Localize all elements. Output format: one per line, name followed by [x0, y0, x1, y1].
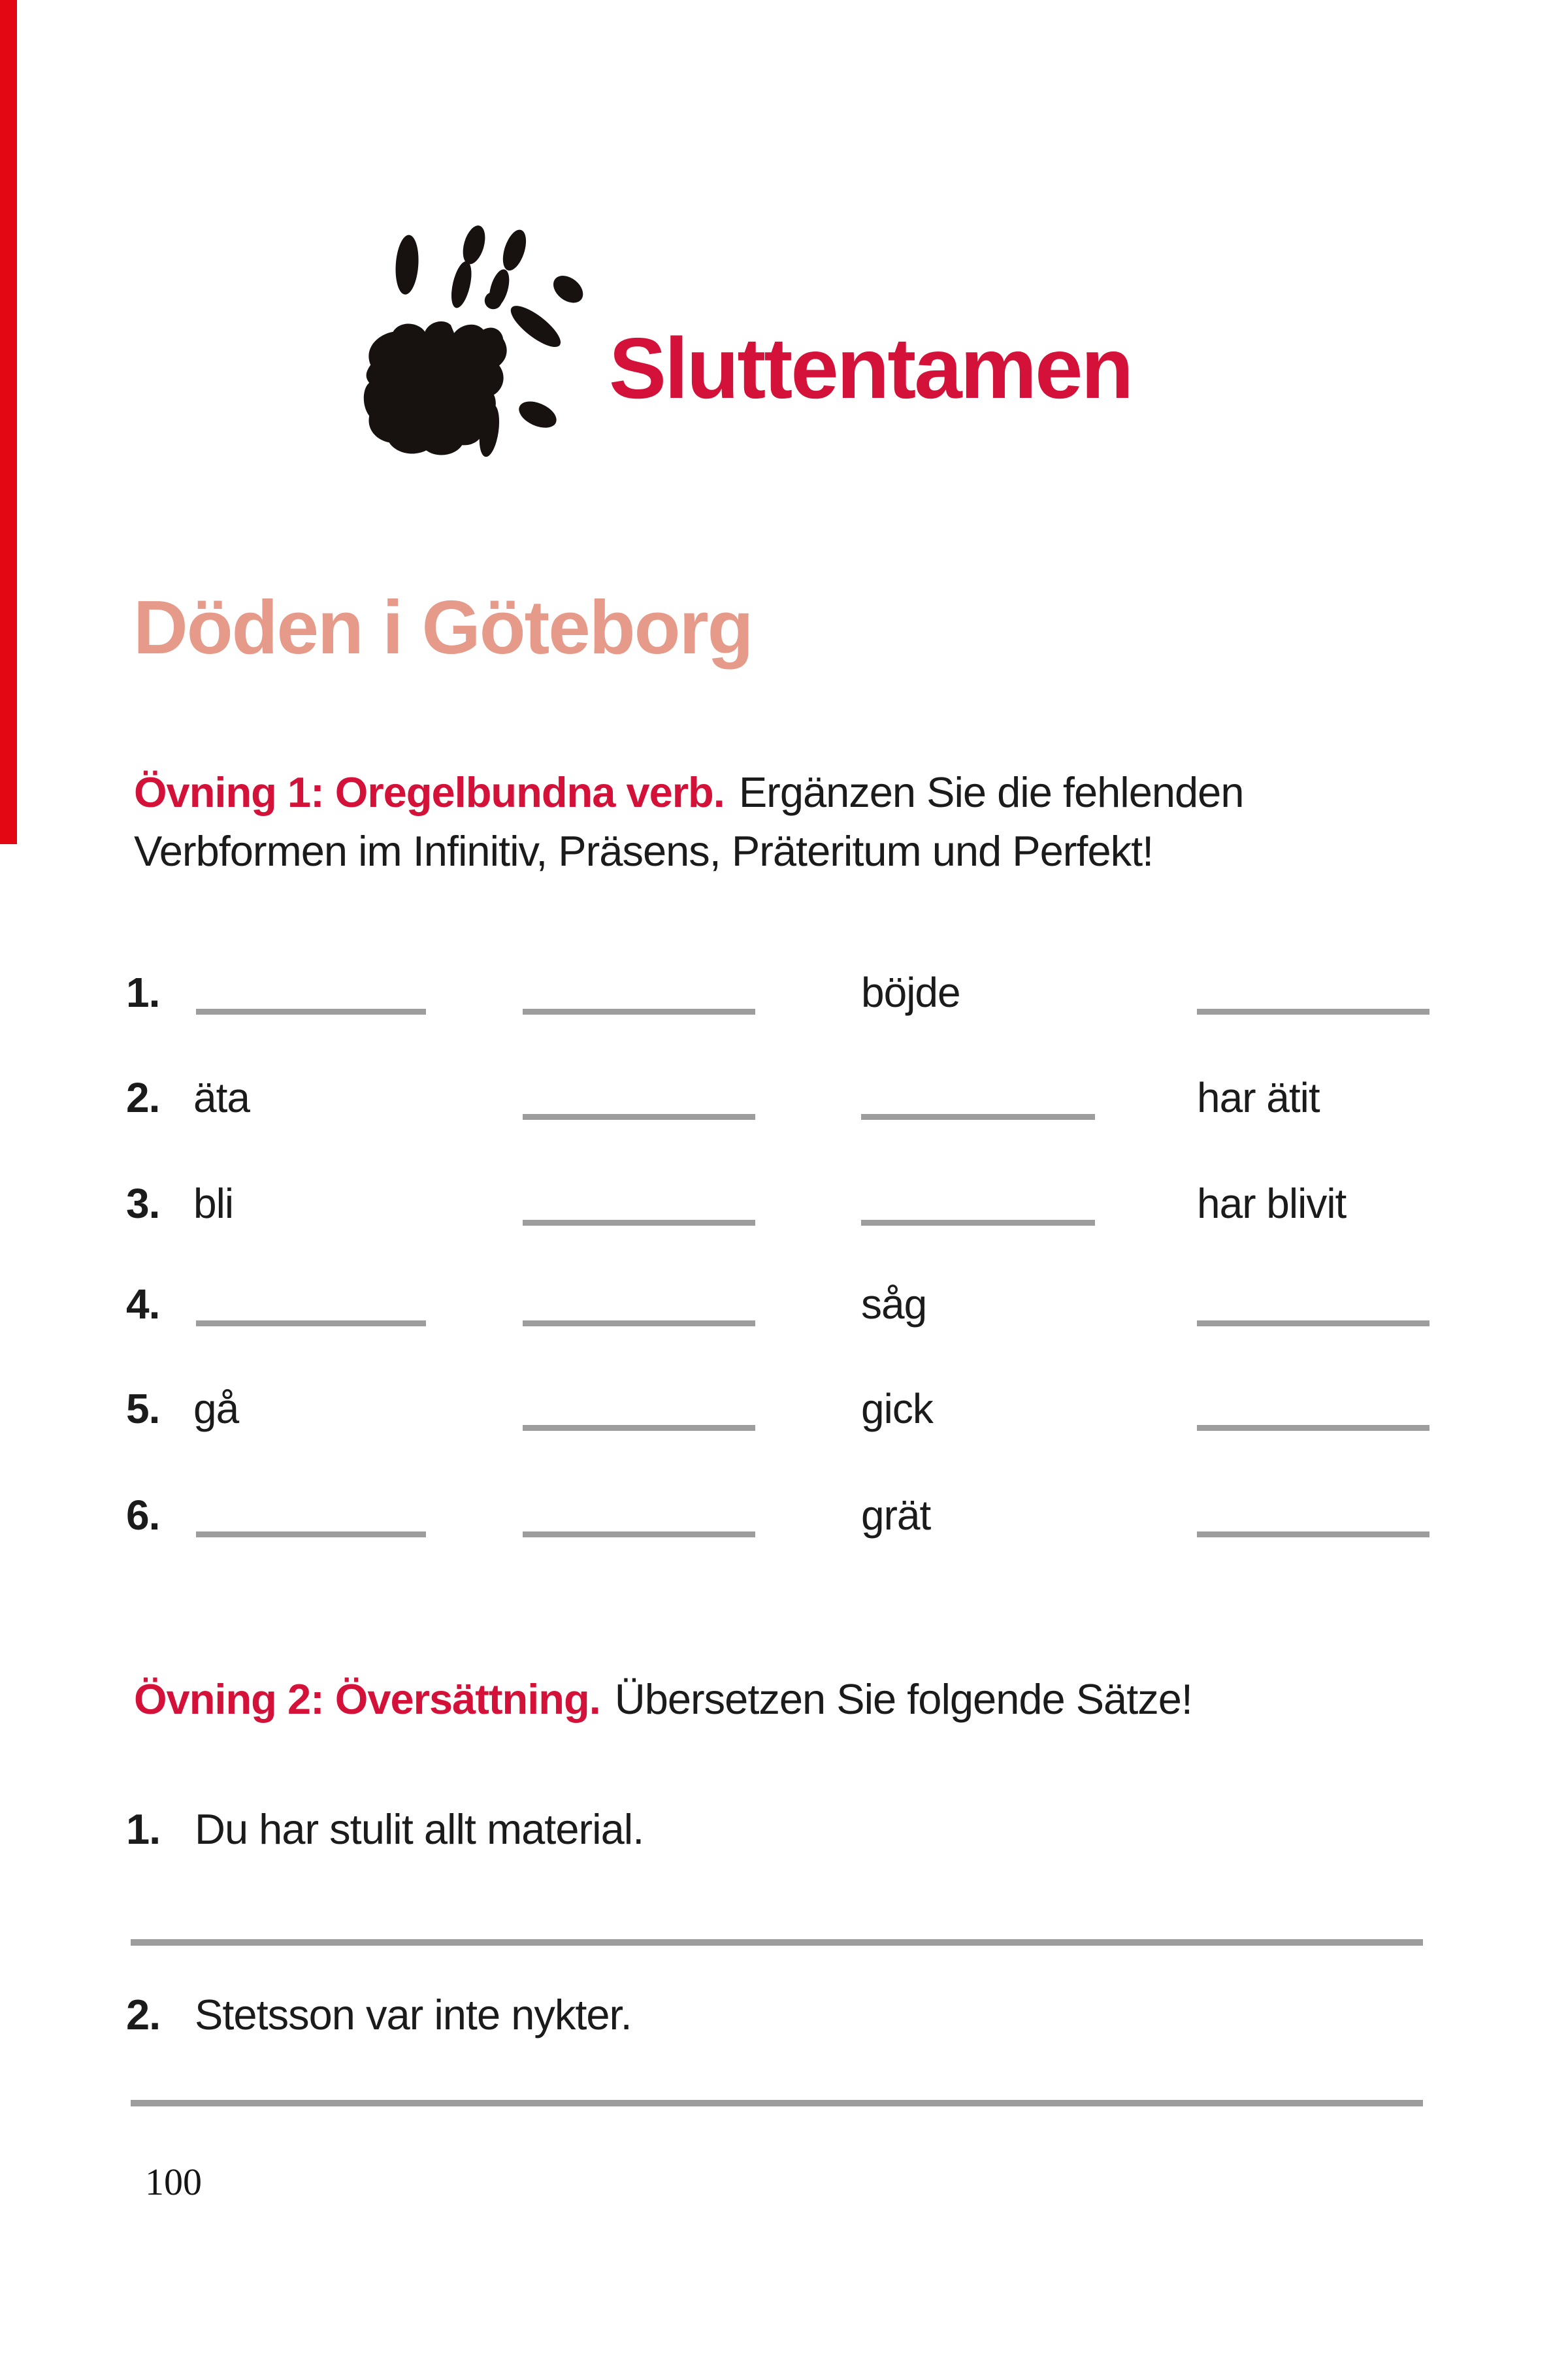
row-number: 4.: [126, 1281, 160, 1328]
answer-blank-present: [523, 1220, 755, 1226]
verb-table-row: [0, 1384, 1568, 1473]
answer-blank-perfect: [1197, 1531, 1429, 1537]
answer-blank-perfect: [1197, 1425, 1429, 1431]
infinitive-value: gå: [193, 1385, 239, 1432]
answer-blank-present: [523, 1320, 755, 1326]
exercise2-instruction: Übersetzen Sie folgende Sätze!: [614, 1675, 1192, 1723]
item-number: 2.: [126, 1991, 161, 2038]
answer-blank-present: [523, 1114, 755, 1120]
preterite-value: gick: [861, 1385, 933, 1432]
perfect-value: har ätit: [1197, 1074, 1320, 1121]
verb-table-row: [0, 1491, 1568, 1579]
infinitive-value: äta: [193, 1074, 250, 1121]
verb-table-row: [0, 1073, 1568, 1162]
answer-blank-perfect: [1197, 1320, 1429, 1326]
handprint-icon: [361, 222, 583, 467]
exercise1-label: Övning 1: Oregelbundna verb.: [134, 768, 725, 816]
answer-blank-infinitive: [196, 1009, 426, 1015]
row-number: 3.: [126, 1180, 160, 1227]
perfect-value: har blivit: [1197, 1180, 1347, 1227]
verb-table-row: [0, 1280, 1568, 1368]
row-number: 5.: [126, 1385, 160, 1432]
answer-blank-preterite: [861, 1114, 1095, 1120]
exercise1-header: [134, 763, 1447, 881]
item-number: 1.: [126, 1805, 161, 1853]
answer-blank-infinitive: [196, 1531, 426, 1537]
answer-blank-infinitive: [196, 1320, 426, 1326]
verb-table-row: [0, 1179, 1568, 1268]
answer-blank-preterite: [861, 1220, 1095, 1226]
preterite-value: böjde: [861, 969, 960, 1016]
answer-line: [131, 2100, 1423, 2106]
preterite-value: grät: [861, 1492, 931, 1539]
verb-table-row: [0, 968, 1568, 1056]
page-number: 100: [145, 2161, 202, 2203]
row-number: 6.: [126, 1492, 160, 1539]
chapter-edge-tab: [0, 0, 17, 844]
answer-blank-perfect: [1197, 1009, 1429, 1015]
item-text: Du har stulit allt material.: [195, 1805, 644, 1853]
answer-blank-present: [523, 1009, 755, 1015]
answer-blank-present: [523, 1531, 755, 1537]
exercise1-instruction-line2: Verbformen im Infinitiv, Präsens, Präteritum und Perfekt!: [134, 827, 1154, 875]
page-title: Sluttentamen: [609, 320, 1132, 416]
answer-blank-present: [523, 1425, 755, 1431]
answer-line: [131, 1939, 1423, 1946]
exercise1-instruction-line1: Ergänzen Sie die fehlenden: [738, 768, 1244, 816]
exercise2-label: Övning 2: Översättning.: [134, 1675, 600, 1723]
item-text: Stetsson var inte nykter.: [195, 1991, 632, 2038]
preterite-value: såg: [861, 1281, 927, 1328]
exercise2-header: [134, 1670, 1447, 1729]
chapter-heading: Döden i Göteborg: [133, 585, 753, 670]
infinitive-value: bli: [193, 1180, 234, 1227]
row-number: 1.: [126, 969, 160, 1016]
row-number: 2.: [126, 1074, 160, 1121]
